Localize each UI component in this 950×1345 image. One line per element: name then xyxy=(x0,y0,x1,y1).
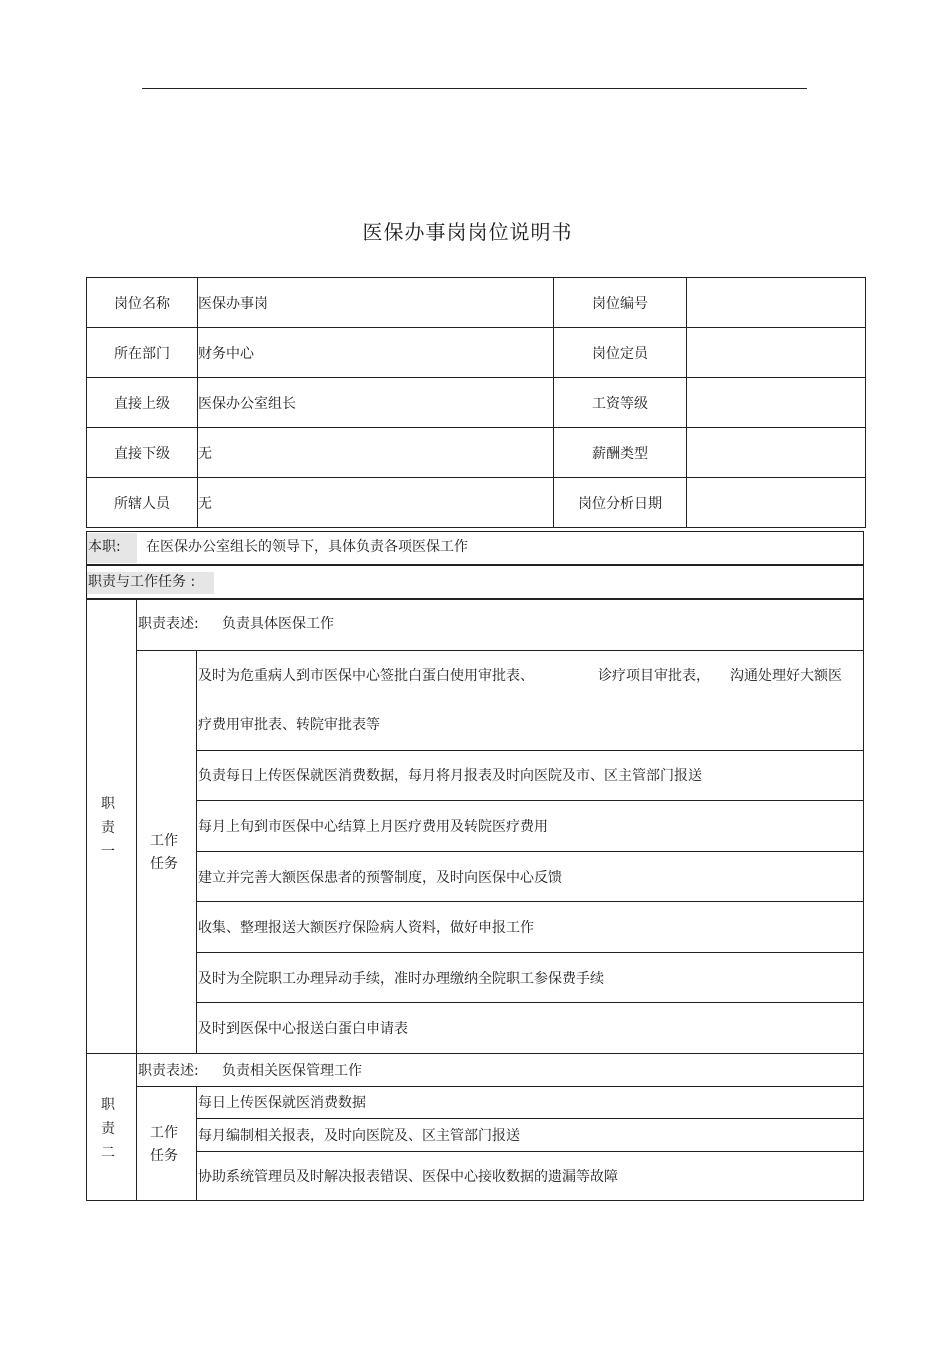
side-char: 二 xyxy=(101,1145,115,1161)
label-cell: 所辖人员 xyxy=(87,478,198,528)
row-line xyxy=(196,901,864,902)
task-item: 疗费用审批表、转院审批表等 xyxy=(198,717,380,733)
label-cell: 岗位定员 xyxy=(554,328,687,378)
row-line xyxy=(196,952,864,953)
value-cell: 财务中心 xyxy=(198,328,554,378)
value-cell xyxy=(687,328,866,378)
task-item: 收集、整理报送大额医疗保险病人资料，做好申报工作 xyxy=(198,920,534,936)
value-cell: 医保办公室组长 xyxy=(198,378,554,428)
side-char: 一 xyxy=(101,844,115,860)
row-line xyxy=(196,851,864,852)
info-table xyxy=(86,277,866,528)
duty-one-task-divider xyxy=(196,650,197,1054)
header-rule xyxy=(142,88,807,89)
value-cell: 无 xyxy=(198,428,554,478)
label-cell: 直接下级 xyxy=(87,428,198,478)
side-char: 职 xyxy=(101,796,115,812)
row-line xyxy=(196,1002,864,1003)
value-cell xyxy=(687,278,866,328)
duty-one-side-label xyxy=(98,792,118,864)
label-cell: 薪酬类型 xyxy=(554,428,687,478)
task-item: 负责每日上传医保就医消费数据，每月将月报表及时向医院及市、区主管部门报送 xyxy=(198,768,702,784)
duty-two-divider xyxy=(136,1053,137,1201)
duty-two-desc-label: 职责表述: xyxy=(138,1063,199,1079)
label-cell: 岗位编号 xyxy=(554,278,687,328)
page-title: 医保办事岗岗位说明书 xyxy=(362,220,573,244)
side-char: 职 xyxy=(101,1097,115,1113)
task-item: 及时为危重病人到市医保中心签批白蛋白使用审批表、 xyxy=(198,668,534,684)
task-item: 协助系统管理员及时解决报表错误、医保中心接收数据的遗漏等故障 xyxy=(198,1169,618,1185)
value-cell: 医保办事岗 xyxy=(198,278,554,328)
task-label-line: 工作 xyxy=(150,833,178,849)
label-cell: 直接上级 xyxy=(87,378,198,428)
table-row xyxy=(87,328,866,378)
table-row xyxy=(87,278,866,328)
table-row xyxy=(87,428,866,478)
duty-two-desc: 负责相关医保管理工作 xyxy=(222,1063,362,1079)
duty-one-task-label xyxy=(142,830,186,876)
duty-one-desc: 负责具体医保工作 xyxy=(222,616,334,632)
task-label-line: 任务 xyxy=(150,1148,178,1164)
task-item: 建立并完善大额医保患者的预警制度，及时向医保中心反馈 xyxy=(198,870,562,886)
side-char: 责 xyxy=(101,820,115,836)
label-cell: 工资等级 xyxy=(554,378,687,428)
row-line xyxy=(196,1118,864,1119)
table-row xyxy=(87,478,866,528)
task-item: 每月上旬到市医保中心结算上月医疗费用及转院医疗费用 xyxy=(198,819,548,835)
task-item: 及时到医保中心报送白蛋白申请表 xyxy=(198,1021,408,1037)
duty-one-divider xyxy=(136,599,137,1054)
duties-header-label: 职责与工作任务 : xyxy=(88,574,196,590)
task-item: 每月编制相关报表，及时向医院及、区主管部门报送 xyxy=(198,1128,520,1144)
duty-one-desc-line xyxy=(136,650,864,651)
label-cell: 岗位分析日期 xyxy=(554,478,687,528)
table-row xyxy=(87,378,866,428)
task-item: 诊疗项目审批表， xyxy=(598,668,710,684)
row-line xyxy=(196,800,864,801)
duty-two-task-label xyxy=(142,1122,186,1168)
task-item: 每日上传医保就医消费数据 xyxy=(198,1095,366,1111)
value-cell xyxy=(687,428,866,478)
task-label-line: 任务 xyxy=(150,856,178,872)
task-item: 及时为全院职工办理异动手续，准时办理缴纳全院职工参保费手续 xyxy=(198,971,604,987)
value-cell xyxy=(687,478,866,528)
label-cell: 岗位名称 xyxy=(87,278,198,328)
value-cell xyxy=(687,378,866,428)
value-cell: 无 xyxy=(198,478,554,528)
task-label-line: 工作 xyxy=(150,1125,178,1141)
duty-two-side-label xyxy=(98,1093,118,1165)
duty-one-desc-label: 职责表述: xyxy=(138,616,199,632)
label-cell: 所在部门 xyxy=(87,328,198,378)
side-char: 责 xyxy=(101,1121,115,1137)
row-line xyxy=(196,750,864,751)
task-item: 沟通处理好大额医 xyxy=(730,668,842,684)
row-line xyxy=(196,1151,864,1152)
duty-two-desc-line xyxy=(136,1086,864,1087)
duty-main-text: 在医保办公室组长的领导下，具体负责各项医保工作 xyxy=(146,539,468,555)
duty-main-label: 本职: xyxy=(88,539,121,555)
duty-two-task-divider xyxy=(196,1086,197,1201)
